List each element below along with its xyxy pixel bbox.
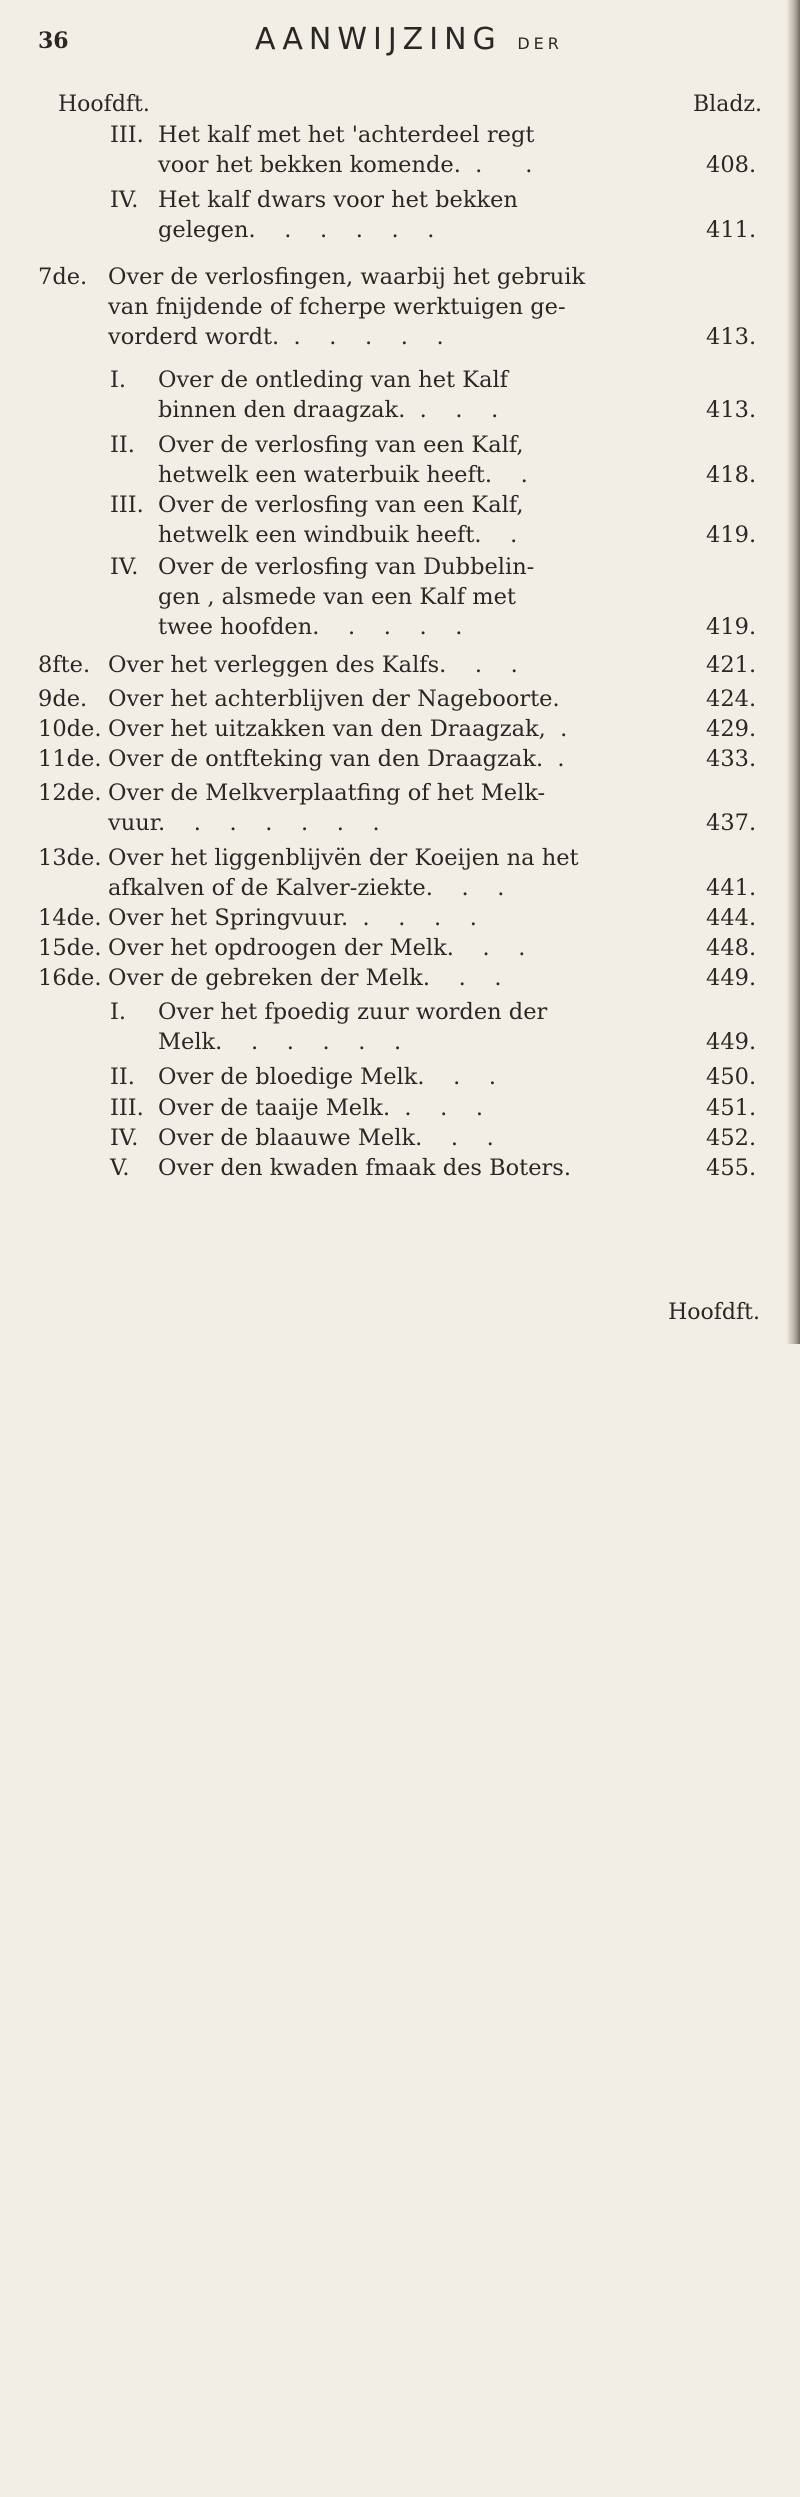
entry-number: 8fte.: [38, 652, 91, 678]
entry-title-line: Over de verlosfingen, waarbij het gebruik: [108, 264, 586, 290]
entry-number: III.: [110, 122, 144, 148]
entry-title-line: Over het opdroogen der Melk. . .: [108, 935, 526, 961]
entry-page-number: 450.: [706, 1064, 757, 1090]
list-item: [0, 744, 800, 774]
entry-number: III.: [110, 1095, 144, 1121]
entry-page-number: 408.: [706, 152, 757, 178]
running-title-main: AANWIJZING: [255, 22, 502, 57]
entry-title-line: Over de gebreken der Melk. . .: [108, 965, 502, 991]
entry-title-line: voor het bekken komende. . .: [158, 152, 533, 178]
entry-title-line: Over de blaauwe Melk. . .: [158, 1125, 494, 1151]
entry-title-line: vuur. . . . . . .: [108, 810, 380, 836]
entry-number: V.: [110, 1155, 130, 1181]
list-item: [0, 997, 800, 1057]
entry-title-line: Het kalf met het 'achterdeel regt: [158, 122, 535, 148]
entry-page-number: 424.: [706, 686, 757, 712]
list-item: [0, 650, 800, 680]
list-item: [0, 262, 800, 352]
entry-title-line: Over den kwaden fmaak des Boters.: [158, 1155, 571, 1181]
entry-number: I.: [110, 999, 127, 1025]
entry-title-line: Over de ontleding van het Kalf: [158, 367, 509, 393]
list-item: [0, 963, 800, 993]
entry-number: IV.: [110, 1125, 139, 1151]
entry-number: 15de.: [38, 935, 102, 961]
list-item: [0, 490, 800, 550]
entry-page-number: 451.: [706, 1095, 757, 1121]
entry-title-line: Over het Springvuur. . . . .: [108, 905, 477, 931]
list-item: [0, 430, 800, 490]
list-item: [0, 1093, 800, 1123]
entry-page-number: 433.: [706, 746, 757, 772]
catchword: Hoofdft.: [668, 1300, 760, 1325]
entry-title-line: Over het verleggen des Kalfs. . .: [108, 652, 518, 678]
entry-number: 14de.: [38, 905, 102, 931]
entry-number: 11de.: [38, 746, 102, 772]
entry-title-line: vorderd wordt. . . . . .: [108, 324, 444, 350]
entry-page-number: 441.: [706, 875, 757, 901]
list-item: [0, 933, 800, 963]
running-title: [255, 22, 563, 57]
entry-number: IV.: [110, 554, 139, 580]
entry-title-line: Over het achterblijven der Nageboorte.: [108, 686, 560, 712]
entry-number: I.: [110, 367, 127, 393]
list-item: [0, 1153, 800, 1183]
entry-number: 9de.: [38, 686, 88, 712]
list-item: [0, 778, 800, 838]
entry-number: 16de.: [38, 965, 102, 991]
entry-title-line: Melk. . . . . .: [158, 1029, 402, 1055]
entry-title-line: hetwelk een waterbuik heeft. .: [158, 462, 528, 488]
entry-title-line: Over de Melkverplaatfing of het Melk-: [108, 780, 546, 806]
entry-page-number: 429.: [706, 716, 757, 742]
entry-title-line: Over de ontfteking van den Draagzak. .: [108, 746, 565, 772]
list-item: [0, 1062, 800, 1092]
list-item: [0, 365, 800, 425]
entry-title-line: hetwelk een windbuik heeft. .: [158, 522, 518, 548]
entry-page-number: 452.: [706, 1125, 757, 1151]
entry-page-number: 421.: [706, 652, 757, 678]
list-item: [0, 684, 800, 714]
entry-page-number: 419.: [706, 522, 757, 548]
running-title-suffix: DER: [517, 34, 563, 53]
entry-title-line: gelegen. . . . . .: [158, 217, 435, 243]
entry-page-number: 449.: [706, 1029, 757, 1055]
entry-page-number: 437.: [706, 810, 757, 836]
entry-title-line: binnen den draagzak. . . .: [158, 397, 499, 423]
entry-page-number: 413.: [706, 324, 757, 350]
entry-title-line: gen , alsmede van een Kalf met: [158, 584, 516, 610]
list-item: [0, 714, 800, 744]
entry-page-number: 449.: [706, 965, 757, 991]
entry-number: IV.: [110, 187, 139, 213]
list-item: [0, 903, 800, 933]
entry-page-number: 419.: [706, 614, 757, 640]
entry-title-line: Over de verlosfing van een Kalf,: [158, 432, 524, 458]
entry-number: 10de.: [38, 716, 102, 742]
entry-title-line: van fnijdende of fcherpe werktuigen ge-: [108, 294, 566, 320]
list-item: [0, 843, 800, 903]
entry-number: III.: [110, 492, 144, 518]
list-item: [0, 1123, 800, 1153]
entry-number: II.: [110, 1064, 135, 1090]
entry-title-line: Over de verlosfing van een Kalf,: [158, 492, 524, 518]
entry-page-number: 455.: [706, 1155, 757, 1181]
entry-title-line: twee hoofden. . . . .: [158, 614, 463, 640]
entry-page-number: 444.: [706, 905, 757, 931]
page-column-label: Bladz.: [693, 92, 762, 117]
entry-title-line: Het kalf dwars voor het bekken: [158, 187, 518, 213]
entry-title-line: Over het uitzakken van den Draagzak, .: [108, 716, 568, 742]
page-header: [0, 0, 800, 70]
entry-number: 13de.: [38, 845, 102, 871]
entry-page-number: 448.: [706, 935, 757, 961]
chapter-column-label: Hoofdft.: [58, 92, 150, 117]
entry-title-line: Over het fpoedig zuur worden der: [158, 999, 548, 1025]
list-item: [0, 185, 800, 245]
list-item: [0, 552, 800, 642]
entry-page-number: 411.: [706, 217, 757, 243]
entry-number: 12de.: [38, 780, 102, 806]
entry-title-line: Over de bloedige Melk. . .: [158, 1064, 497, 1090]
list-item: [0, 120, 800, 180]
entry-number: II.: [110, 432, 135, 458]
entry-page-number: 418.: [706, 462, 757, 488]
entry-title-line: Over de verlosfing van Dubbelin-: [158, 554, 535, 580]
entry-title-line: afkalven of de Kalver-ziekte. . .: [108, 875, 505, 901]
entry-title-line: Over het liggenblijvën der Koeijen na het: [108, 845, 579, 871]
entry-page-number: 413.: [706, 397, 757, 423]
entry-number: 7de.: [38, 264, 88, 290]
entry-title-line: Over de taaije Melk. . . .: [158, 1095, 484, 1121]
page-number: 36: [38, 28, 69, 54]
